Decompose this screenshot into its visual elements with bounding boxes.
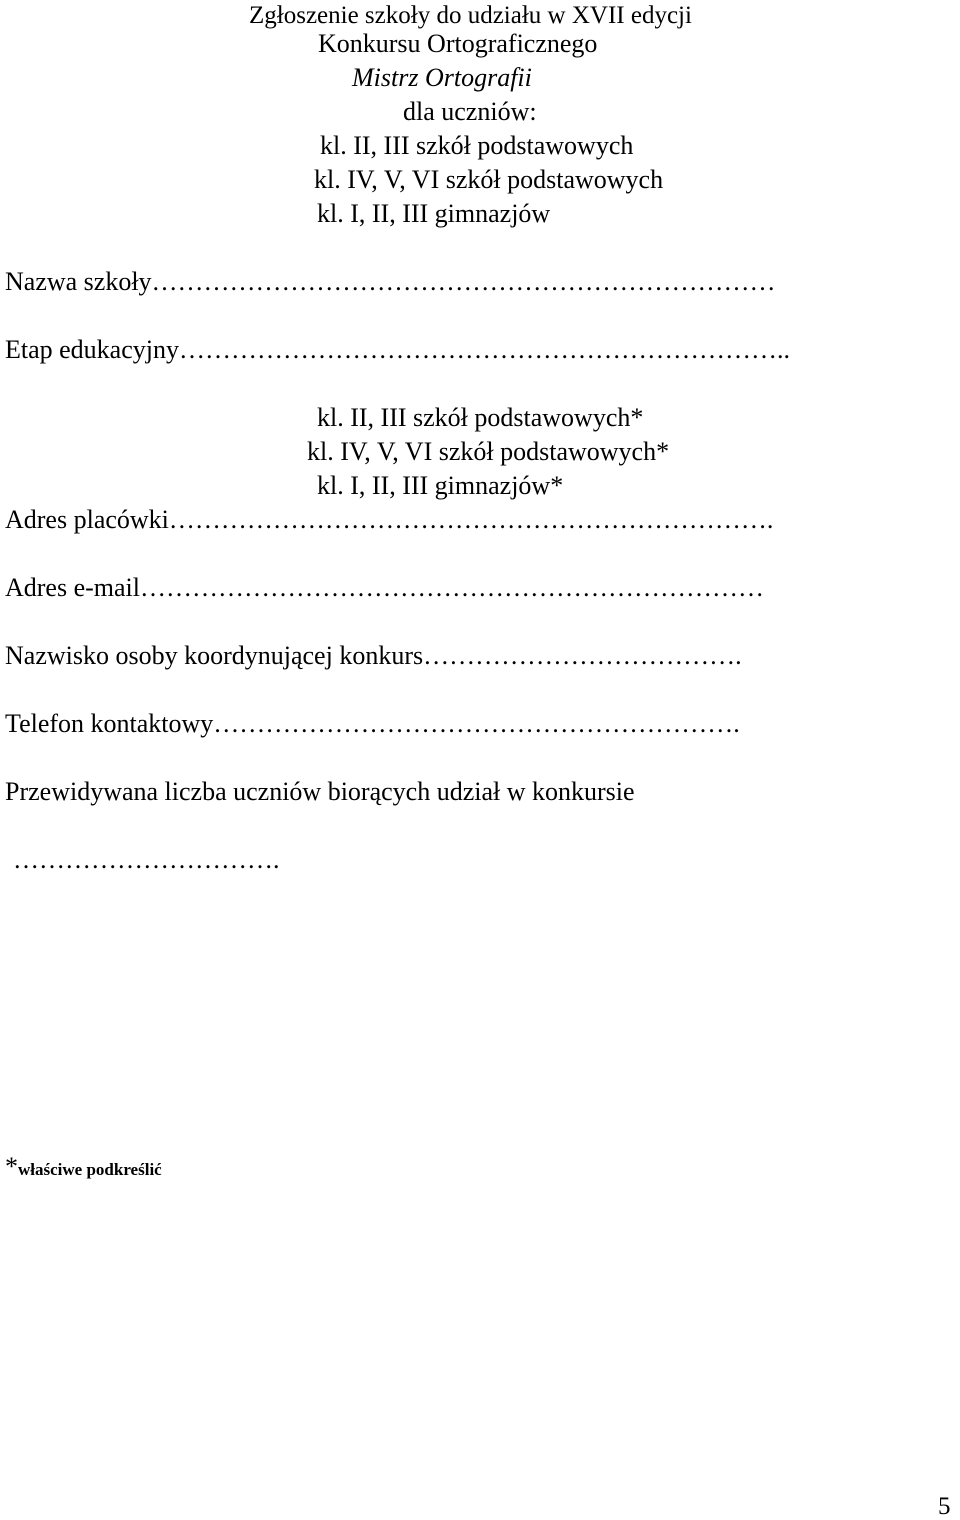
stage-option-3: kl. I, II, III gimnazjów* xyxy=(317,471,564,500)
stage-field: Etap edukacyjny…………………………………………………………….. xyxy=(5,335,790,364)
students-count-label: Przewidywana liczba uczniów biorących udział w konkursie xyxy=(5,777,635,806)
header-title-line-4: dla uczniów: xyxy=(403,97,537,126)
page-number: 5 xyxy=(938,1493,951,1520)
header-title-line-1: Zgłoszenie szkoły do udziału w XVII edycji xyxy=(249,2,692,29)
header-title-line-3: Mistrz Ortografii xyxy=(352,63,532,92)
footnote xyxy=(5,1154,162,1180)
header-level-1: kl. II, III szkół podstawowych xyxy=(320,131,634,160)
school-name-field: Nazwa szkoły……………………………………………………………… xyxy=(5,267,776,296)
stage-option-1: kl. II, III szkół podstawowych* xyxy=(317,403,644,432)
header-level-2: kl. IV, V, VI szkół podstawowych xyxy=(314,165,664,194)
header-title-line-2: Konkursu Ortograficznego xyxy=(318,29,598,58)
students-count-blank: …………………………. xyxy=(13,845,280,874)
footnote-asterisk: * xyxy=(5,1152,18,1181)
stage-option-2: kl. IV, V, VI szkół podstawowych* xyxy=(307,437,670,466)
address-field: Adres placówki……………………………………………………………. xyxy=(5,505,774,534)
header-level-3: kl. I, II, III gimnazjów xyxy=(317,199,551,228)
phone-field: Telefon kontaktowy……………………………………………………. xyxy=(5,709,740,738)
email-field: Adres e-mail……………………………………………………………… xyxy=(5,573,765,602)
coordinator-field: Nazwisko osoby koordynującej konkurs………………………………. xyxy=(5,641,742,670)
footnote-text: właściwe podkreślić xyxy=(18,1160,162,1179)
